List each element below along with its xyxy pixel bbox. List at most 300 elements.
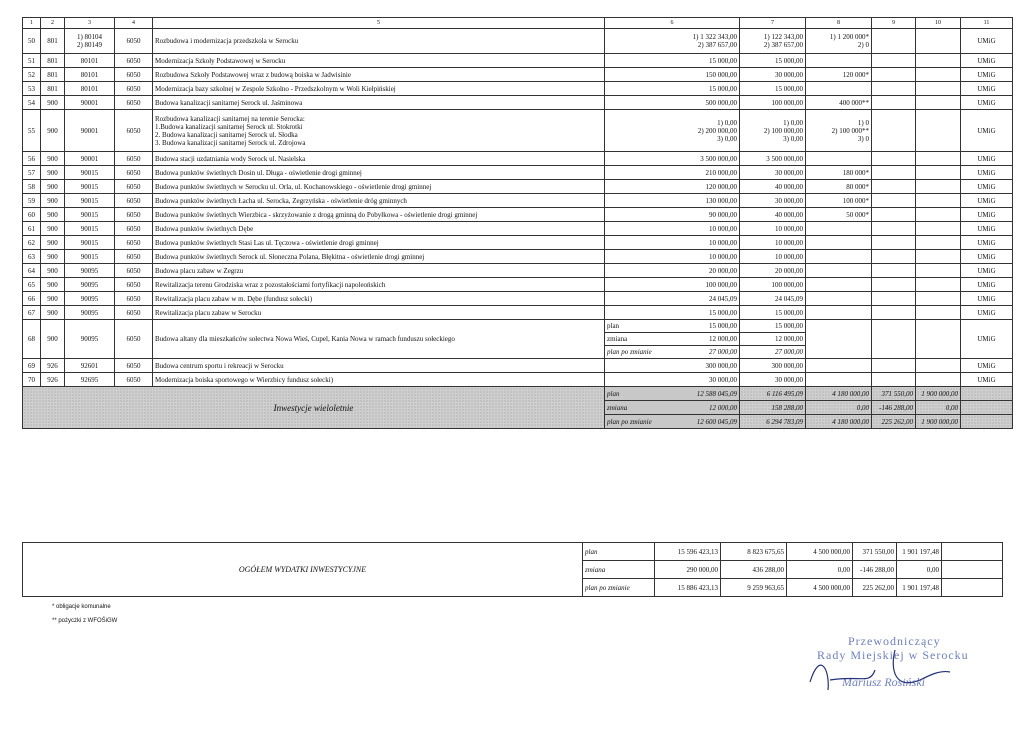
value-year: 100 000,00 [771,98,803,107]
cell [41,236,65,250]
header-cell [605,18,740,29]
cell [916,166,961,180]
value-total: 120 000,00 [705,182,737,191]
task-name: Budowa altany dla mieszkańców sołectwa Nowa Wieś, Cupel, Kania Nowa w ramach funduszu sołeckiego [155,335,455,343]
dzial: 900 [47,308,58,317]
task-name: Rozbudowa Szkoły Podstawowej wraz z budową boiska w Jadwisinie [155,70,351,79]
sub-label: zmiana [607,403,628,412]
rozdzial: 2) 80149 [76,41,103,49]
cell [740,82,806,96]
table-row [23,29,1013,54]
paragraf: 6050 [126,56,141,65]
cell [605,180,740,194]
cell-lp: 68 [28,335,35,343]
cell [806,110,872,152]
cell [961,320,1013,359]
unit: UMiG [977,37,996,45]
value: 9 259 963,65 [747,583,784,592]
paragraf: 6050 [126,294,141,303]
paragraf: 6050 [126,238,141,247]
value-year: 10 000,00 [775,224,803,233]
sub-label: plan po zmianie [607,417,652,426]
cell [153,320,605,359]
cell [41,152,65,166]
dzial: 900 [47,196,58,205]
cell [740,359,806,373]
cell [961,306,1013,320]
cell [806,415,872,429]
unit: UMiG [977,280,996,289]
task-name: Budowa stacji uzdatniania wody Serock ul. Nasielska [155,154,306,163]
value-year: 30 000,00 [775,375,803,384]
row-number: 58 [28,182,35,191]
cell [806,320,872,359]
cell [23,29,41,54]
rozdzial: 90001 [80,126,99,135]
cell [961,222,1013,236]
value-year: 12 000,00 [775,335,803,343]
value-total: 30 000,00 [709,375,737,384]
task-name: Budowa punktów świetlnych Serock ul. Słoneczna Polana, Błękitna - oświetlenie drogi gminnej [155,252,425,261]
value: 371 550,00 [881,389,913,398]
rozdzial: 92601 [80,361,99,370]
value: 0,00 [945,403,958,412]
value-total: 10 000,00 [709,252,737,261]
cell [740,387,806,401]
cell [916,292,961,306]
paragraf: 6050 [126,361,141,370]
row-number: 59 [28,196,35,205]
dzial: 900 [47,266,58,275]
cell [806,264,872,278]
cell [740,320,806,333]
cell [897,543,942,561]
cell [872,320,916,359]
header-row [23,18,1013,29]
value-year: 3 500 000,00 [766,154,803,163]
rozdzial: 90095 [80,308,99,317]
cell [41,166,65,180]
dzial: 900 [47,98,58,107]
cell [961,250,1013,264]
cell [23,54,41,68]
cell-dz: 900 [47,335,58,343]
cell [853,561,897,579]
paragraf: 6050 [126,126,141,135]
cell [872,278,916,292]
column-number: 2 [51,20,54,26]
value-total: 15 000,00 [709,308,737,317]
cell [23,194,41,208]
cell [916,278,961,292]
cell [153,166,605,180]
value-year: 2) 100 000,00 [763,126,803,135]
value-year: 10 000,00 [775,252,803,261]
cell [605,264,740,278]
unit: UMiG [977,361,996,370]
sub-label: plan [607,389,620,398]
header-cell [872,18,916,29]
cell [153,278,605,292]
header-cell [41,18,65,29]
cell [916,68,961,82]
value-funding: 120 000* [842,70,869,79]
cell [115,359,153,373]
value-total: 10 000,00 [709,238,737,247]
table-row [23,278,1013,292]
value-year: 100 000,00 [771,280,803,289]
cell [872,292,916,306]
value: 225 262,00 [862,583,894,592]
row-number: 61 [28,224,35,233]
cell [23,306,41,320]
cell [23,110,41,152]
value: 371 550,00 [862,547,894,556]
dzial: 900 [47,126,58,135]
row-number: 54 [28,98,35,107]
cell [65,54,115,68]
cell [23,96,41,110]
cell [872,82,916,96]
cell [115,54,153,68]
cell [605,250,740,264]
cell [153,194,605,208]
rozdzial: 90015 [80,168,99,177]
cell [916,387,961,401]
header-cell [153,18,605,29]
paragraf: 6050 [126,196,141,205]
cell [23,222,41,236]
cell [961,54,1013,68]
cell [65,180,115,194]
cell [872,68,916,82]
value-total: 20 000,00 [709,266,737,275]
cell [115,222,153,236]
dzial: 900 [47,168,58,177]
dzial: 801 [47,37,58,45]
cell [872,415,916,429]
cell [605,373,740,387]
cell [605,306,740,320]
value: 15 886 423,13 [677,583,718,592]
cell [23,278,41,292]
cell [153,373,605,387]
paragraf: 6050 [126,210,141,219]
paragraf: 6050 [126,154,141,163]
unit: UMiG [977,375,996,384]
value-year: 15 000,00 [775,56,803,65]
cell [65,208,115,222]
cell [153,250,605,264]
value-year: 1) 122 343,00 [763,33,803,41]
value-total: 100 000,00 [705,280,737,289]
table-row [23,264,1013,278]
cell [65,236,115,250]
cell [916,250,961,264]
task-name: 1.Budowa kanalizacji sanitarnej Serock ul. Stokrotki [155,122,303,131]
table-row [23,194,1013,208]
task-name: Budowa punktów świetlnych Łacha ul. Serocka, Zegrzyńska - oświetlenie dróg gminnych [155,196,407,205]
cell [806,96,872,110]
cell [740,68,806,82]
sub-label: zmiana [607,335,628,343]
rozdzial: 90015 [80,224,99,233]
cell [806,387,872,401]
value-total: 500 000,00 [705,98,737,107]
table-row [23,292,1013,306]
cell [41,180,65,194]
cell [740,194,806,208]
task-name: Budowa kanalizacji sanitarnej Serock ul. Jaśminowa [155,98,303,107]
cell [787,561,853,579]
row-number: 50 [28,37,35,45]
cell [872,96,916,110]
cell [721,579,787,597]
table-row [23,306,1013,320]
cell [115,29,153,54]
sub-label: plan po zmianie [607,348,652,356]
cell [961,415,1013,429]
cell [23,264,41,278]
value: -146 288,00 [860,565,894,574]
cell [740,180,806,194]
dzial: 900 [47,294,58,303]
cell [65,222,115,236]
value: -146 288,00 [879,403,913,412]
cell [916,415,961,429]
cell [605,333,740,346]
cell [65,166,115,180]
cell [740,96,806,110]
cell [41,222,65,236]
cell [41,373,65,387]
cell [605,278,740,292]
task-name: Rewitalizacja placu zabaw w Serocku [155,308,262,317]
cell [23,180,41,194]
value-year: 3) 0,00 [783,134,803,143]
paragraf: 6050 [126,266,141,275]
task-name: Modernizacja bazy szkolnej w Zespole Szkolno - Przedszkolnym w Woli Kiełpińskiej [155,84,396,93]
cell [806,306,872,320]
value-year: 40 000,00 [775,210,803,219]
cell [605,222,740,236]
cell [65,152,115,166]
cell [41,292,65,306]
cell [872,166,916,180]
cell [605,96,740,110]
value: 225 262,00 [881,417,913,426]
table-row [23,180,1013,194]
table-row [23,82,1013,96]
value: 4 500 000,00 [813,547,850,556]
task-name: Budowa centrum sportu i rekreacji w Serocku [155,361,284,370]
rozdzial: 90095 [80,266,99,275]
note-loans: ** pożyczki z WFOŚiGW [52,618,118,624]
value: 1 901 197,48 [902,583,939,592]
unit: UMiG [977,238,996,247]
cell [916,110,961,152]
cell [115,110,153,152]
cell [806,222,872,236]
paragraf: 6050 [126,252,141,261]
value: 6 116 495,09 [766,389,803,398]
rozdzial: 90015 [80,210,99,219]
cell [605,387,740,401]
cell [605,110,740,152]
total-title: OGÓŁEM WYDATKI INWESTYCYJNE [238,564,367,574]
table-row [23,359,1013,373]
cell [115,306,153,320]
unit: UMiG [977,154,996,163]
value-funding: 50 000* [846,210,869,219]
dzial: 900 [47,154,58,163]
cell [115,68,153,82]
rozdzial: 90095 [80,294,99,303]
cell [961,110,1013,152]
cell [153,306,605,320]
paragraf: 6050 [126,375,141,384]
value-total: 24 045,09 [709,294,737,303]
cell [605,415,740,429]
cell [961,208,1013,222]
value-total: 210 000,00 [705,168,737,177]
cell [740,292,806,306]
cell [41,306,65,320]
rozdzial: 90015 [80,252,99,261]
cell [916,359,961,373]
cell [961,264,1013,278]
cell [961,373,1013,387]
rozdzial: 90015 [80,182,99,191]
cell [740,236,806,250]
rozdzial: 80101 [80,56,99,65]
cell [787,579,853,597]
value-funding: 180 000* [842,168,869,177]
value-total: 12 000,00 [709,335,737,343]
cell [897,561,942,579]
header-cell [806,18,872,29]
note-bonds: * obligacje komunalne [52,604,111,610]
value-total: 15 000,00 [709,84,737,93]
dzial: 801 [47,56,58,65]
row-number: 63 [28,252,35,261]
value: 1 901 197,48 [902,547,939,556]
cell [153,110,605,152]
cell [872,110,916,152]
cell [605,208,740,222]
row-number: 57 [28,168,35,177]
cell [872,222,916,236]
cell [65,373,115,387]
cell [942,561,1003,579]
cell [740,152,806,166]
cell [41,320,65,359]
value-year: 40 000,00 [775,182,803,191]
cell [961,359,1013,373]
cell [115,320,153,359]
cell [153,208,605,222]
cell [23,68,41,82]
value-funding: 1) 0 [857,118,869,127]
cell [65,110,115,152]
paragraf: 6050 [126,98,141,107]
table-row [23,166,1013,180]
table-row [23,320,1013,333]
unit: UMiG [977,266,996,275]
cell [872,236,916,250]
cell [806,82,872,96]
value-total: 130 000,00 [705,196,737,205]
cell [65,250,115,264]
cell [115,373,153,387]
cell [65,359,115,373]
unit: UMiG [977,252,996,261]
cell [605,152,740,166]
sub-label: plan [585,547,598,556]
cell [65,194,115,208]
cell [41,250,65,264]
cell [806,152,872,166]
value-year: 300 000,00 [771,361,803,370]
stamp-title: Przewodniczący [848,634,941,648]
cell [23,236,41,250]
value-total: 150 000,00 [705,70,737,79]
cell [41,68,65,82]
value: 0,00 [837,565,850,574]
value-total: 27 000,00 [709,348,737,356]
cell [65,82,115,96]
cell [916,264,961,278]
cell [23,208,41,222]
header-cell [115,18,153,29]
value-total: 3 500 000,00 [700,154,737,163]
cell [153,264,605,278]
row-number: 53 [28,84,35,93]
row-number: 66 [28,294,35,303]
cell [23,320,41,359]
cell [65,278,115,292]
cell [153,359,605,373]
dzial: 900 [47,280,58,289]
cell [605,29,740,54]
cell [23,166,41,180]
cell [872,359,916,373]
unit: UMiG [977,98,996,107]
value: 4 180 000,00 [832,389,869,398]
rozdzial: 90095 [80,280,99,289]
cell [806,292,872,306]
cell [605,320,740,333]
unit: UMiG [977,84,996,93]
cell [806,54,872,68]
dzial: 926 [47,375,58,384]
cell [115,166,153,180]
value: 290 000,00 [686,565,718,574]
cell [605,82,740,96]
cell [115,264,153,278]
cell [41,110,65,152]
unit: UMiG [977,196,996,205]
multi-year-row [23,387,1013,401]
total-row [23,543,1003,561]
unit: UMiG [977,56,996,65]
cell [872,54,916,68]
cell [115,180,153,194]
cell [740,166,806,180]
cell [740,401,806,415]
value: 15 596 423,13 [677,547,718,556]
table-row [23,54,1013,68]
